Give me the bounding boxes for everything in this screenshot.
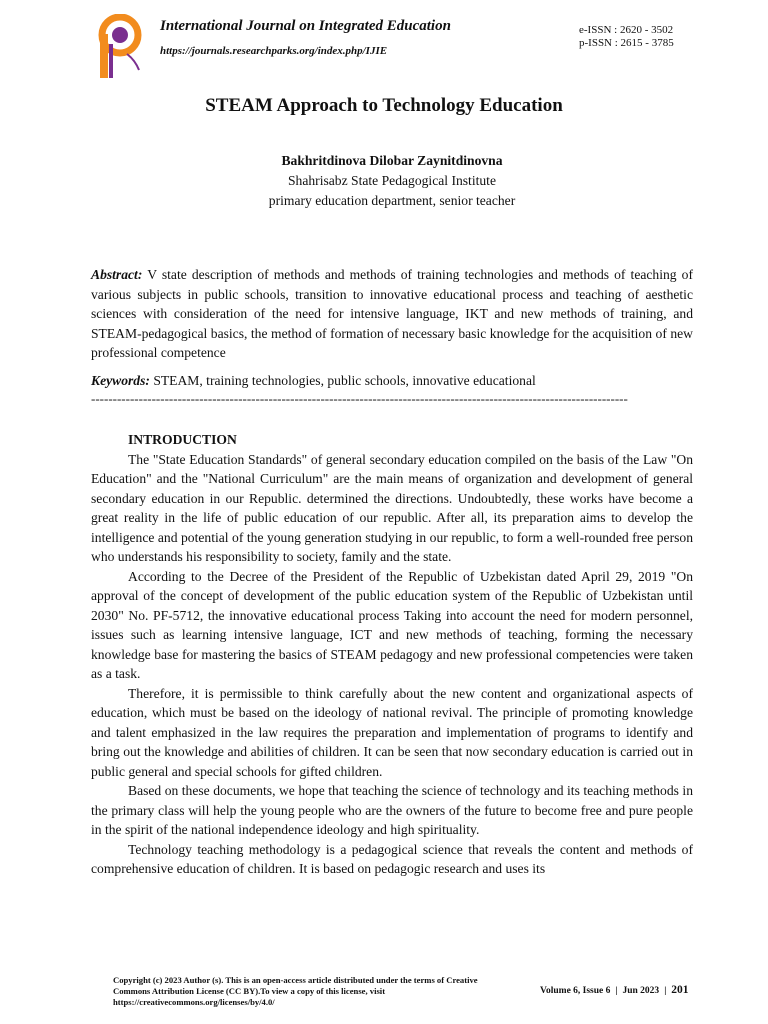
introduction-heading: INTRODUCTION <box>128 432 237 447</box>
intro-paragraph-4: Based on these documents, we hope that teaching the science of technology and its teaching methods in the primary class will help the young people who are the owners of the future to become free and pure people in the spirit of the national independence ideology and high spirituality. <box>91 783 693 837</box>
intro-paragraph-2: According to the Decree of the President of the Republic of Uzbekistan dated April 29, 2019 "On approval of the concept of development of the public education system of the Republic of Uzbekistan until 2030" No. PF-5712, the innovative educational process Taking into account the need for modern personnel, issues such as learning intensive language, ICT and new methods of teaching, forming the necessary knowledge base for mastering the basics of STEAM pedagogy and new professional competencies were taken as a task. <box>91 568 693 681</box>
abstract-label: Abstract: <box>91 267 143 282</box>
journal-url-link[interactable]: https://journals.researchparks.org/index.php/IJIE <box>160 45 388 57</box>
intro-paragraph-5: Technology teaching methodology is a pedagogical science that reveals the content and methods of comprehensive education of children. It is based on pedagogic research and uses its <box>91 841 693 876</box>
author-block <box>0 151 768 211</box>
intro-paragraph-3: Therefore, it is permissible to think carefully about the new content and organizational aspects of education, which must be based on the ideology of national revival. The principle of promoting knowledge and talent emphasized in the law requires the preparation and implementation of programs to identify and bring out the knowledge and abilities of children. It can be seen that now secondary education is carried out in public general and special schools for gifted children. <box>91 685 693 779</box>
author-name: Bakhritdinova Dilobar Zaynitdinovna <box>281 153 503 168</box>
author-position: primary education department, senior teacher <box>268 193 516 208</box>
page-number: 201 <box>671 984 689 996</box>
abstract <box>91 265 693 363</box>
intro-paragraph-1: The "State Education Standards" of general secondary education compiled on the basis of the Law "On Education" and the "National Curriculum" are the main means of organization and development of general secondary education in our Republic. determined the directions. Undoubtedly, these works have become a great reality in the life of public education of our republic. After all, its preparation aims to develop the intelligence and potential of the young generation studying in our republic, to form a well-rounded free person who understands his responsibility to society, family and the state. <box>91 451 693 564</box>
keywords-text: STEAM, training technologies, public schools, innovative educational <box>153 373 536 388</box>
section-separator: ---------------------------------------------------------------------------------------------------------------------------- <box>91 391 628 406</box>
journal-name: International Journal on Integrated Education <box>160 18 451 34</box>
e-issn: e-ISSN : 2620 - 3502 <box>579 24 674 36</box>
introduction-section <box>91 430 693 879</box>
footer-divider: | <box>615 986 618 996</box>
keywords <box>91 371 693 391</box>
keywords-label: Keywords: <box>91 373 150 388</box>
abstract-text: V state description of methods and methods of training technologies and methods of teaching of various subjects in public schools, transition to innovative educational process and teaching of aesthetic sciences with consideration of the need for intensive language, IKT and new methods of training, and STEAM-pedagogical basics, the method of formation of necessary basic knowledge for the acquisition of new professional competence <box>91 267 693 360</box>
footer-volume: Volume 6, Issue 6 <box>540 986 611 996</box>
p-issn: p-ISSN : 2615 - 3785 <box>579 37 674 49</box>
footer-issue-info <box>540 984 689 996</box>
article-title: STEAM Approach to Technology Education <box>205 95 563 116</box>
issn-block <box>579 24 674 50</box>
journal-logo-icon <box>97 14 143 80</box>
author-affiliation: Shahrisabz State Pedagogical Institute <box>287 173 496 188</box>
footer-divider: | <box>664 986 667 996</box>
footer-date: Jun 2023 <box>622 986 660 996</box>
footer-license: Copyright (c) 2023 Author (s). This is an open-access article distributed under the terms of Creative Commons Attribution License (CC BY).To view a copy of this license, visit https://creativecommons.org/licenses/by/4.0/ <box>113 975 478 1007</box>
